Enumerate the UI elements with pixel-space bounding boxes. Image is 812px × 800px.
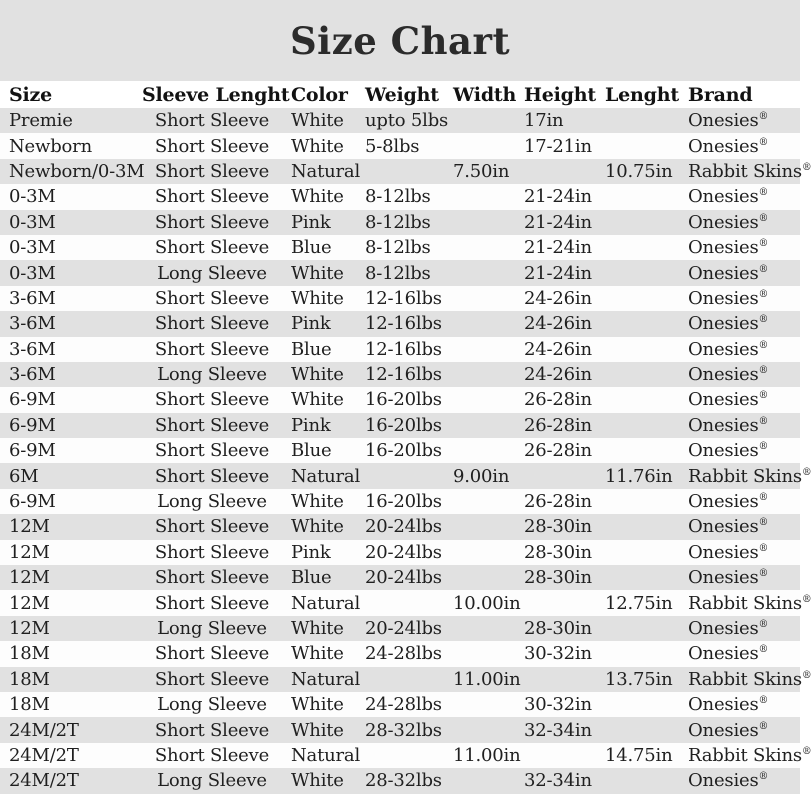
table-row <box>0 768 800 793</box>
cell-brand: Onesies® <box>688 211 769 233</box>
title-band <box>0 0 800 81</box>
cell-width <box>452 108 523 133</box>
cell-sleeve-lenght: Long Sleeve <box>157 770 267 792</box>
cell-weight: 16-20lbs <box>365 389 442 411</box>
cell-size: Newborn/0-3M <box>9 160 145 182</box>
cell-width <box>452 641 523 666</box>
cell-brand: Onesies® <box>688 262 769 284</box>
cell-size: 6-9M <box>9 440 56 462</box>
cell-brand: Rabbit Skins® <box>688 744 812 766</box>
registered-trademark-symbol: ® <box>758 111 769 123</box>
table-row <box>0 133 800 158</box>
cell-width <box>452 489 523 514</box>
cell-height: 28-30in <box>524 541 592 563</box>
registered-trademark-symbol: ® <box>801 161 812 173</box>
cell-sleeve-lenght: Short Sleeve <box>154 135 270 157</box>
column-header-lenght: Lenght <box>605 83 679 106</box>
cell-sleeve-lenght: Short Sleeve <box>154 668 270 690</box>
cell-width: 7.50in <box>453 160 510 182</box>
cell-height: 32-34in <box>524 719 592 741</box>
cell-height: 21-24in <box>524 237 592 259</box>
table-row <box>0 362 800 387</box>
cell-weight: 12-16lbs <box>365 338 442 360</box>
cell-color: Blue <box>291 440 332 462</box>
cell-size: Premie <box>9 110 73 132</box>
cell-sleeve-lenght: Short Sleeve <box>154 313 270 335</box>
cell-sleeve-lenght: Short Sleeve <box>154 541 270 563</box>
cell-sleeve-lenght: Short Sleeve <box>154 414 270 436</box>
table-row <box>0 184 800 209</box>
cell-sleeve-lenght: Long Sleeve <box>157 364 267 386</box>
cell-color: Pink <box>291 313 331 335</box>
cell-width <box>452 286 523 311</box>
cell-weight: 28-32lbs <box>365 719 442 741</box>
column-header-width: Width <box>453 83 517 106</box>
cell-lenght <box>603 387 687 412</box>
registered-trademark-symbol: ® <box>801 669 812 681</box>
cell-color: White <box>291 643 344 665</box>
cell-size: 12M <box>9 592 50 614</box>
cell-width <box>452 133 523 158</box>
cell-height: 26-28in <box>524 389 592 411</box>
cell-width <box>452 438 523 463</box>
cell-brand: Onesies® <box>688 618 769 639</box>
cell-color: White <box>291 110 344 132</box>
registered-trademark-symbol: ® <box>758 695 769 707</box>
cell-lenght <box>603 768 687 793</box>
cell-lenght <box>603 489 687 514</box>
registered-trademark-symbol: ® <box>758 517 769 529</box>
registered-trademark-symbol: ® <box>758 771 769 783</box>
registered-trademark-symbol: ® <box>758 720 769 732</box>
column-header-color: Color <box>291 83 348 106</box>
cell-color: White <box>291 618 344 639</box>
header-row <box>0 81 800 108</box>
cell-sleeve-lenght: Short Sleeve <box>154 465 270 487</box>
table-row <box>0 260 800 285</box>
cell-height <box>523 743 603 768</box>
cell-brand: Rabbit Skins® <box>688 160 812 182</box>
cell-height: 28-30in <box>524 567 592 589</box>
cell-size: 3-6M <box>9 313 56 335</box>
cell-weight: 16-20lbs <box>365 414 442 436</box>
cell-brand: Rabbit Skins® <box>688 592 812 614</box>
cell-width <box>452 616 523 641</box>
cell-height <box>523 667 603 692</box>
cell-color: Natural <box>291 744 361 766</box>
cell-weight <box>363 463 452 488</box>
cell-height: 28-30in <box>524 618 592 639</box>
registered-trademark-symbol: ® <box>758 339 769 351</box>
cell-sleeve-lenght: Short Sleeve <box>154 592 270 614</box>
cell-lenght: 12.75in <box>605 592 673 614</box>
cell-size: 0-3M <box>9 262 56 284</box>
cell-brand: Onesies® <box>688 110 769 132</box>
cell-width <box>452 235 523 260</box>
cell-sleeve-lenght: Short Sleeve <box>154 237 270 259</box>
cell-weight: 12-16lbs <box>365 287 442 309</box>
cell-weight: 8-12lbs <box>365 186 431 208</box>
registered-trademark-symbol: ® <box>758 314 769 326</box>
cell-size: 18M <box>9 668 50 690</box>
cell-sleeve-lenght: Long Sleeve <box>157 491 267 513</box>
registered-trademark-symbol: ® <box>758 390 769 402</box>
cell-height: 26-28in <box>524 440 592 462</box>
table-row <box>0 489 800 514</box>
table-row <box>0 641 800 666</box>
cell-height: 24-26in <box>524 364 592 386</box>
cell-sleeve-lenght: Short Sleeve <box>154 338 270 360</box>
column-header-height: Height <box>524 83 596 106</box>
cell-brand: Onesies® <box>688 440 769 462</box>
registered-trademark-symbol: ® <box>758 288 769 300</box>
cell-brand: Onesies® <box>688 516 769 538</box>
cell-width <box>452 387 523 412</box>
column-header-brand: Brand <box>688 83 753 106</box>
cell-width <box>452 362 523 387</box>
cell-weight: 28-32lbs <box>365 770 442 792</box>
cell-height: 21-24in <box>524 186 592 208</box>
cell-height: 32-34in <box>524 770 592 792</box>
cell-height: 17-21in <box>524 135 592 157</box>
cell-size: 12M <box>9 618 50 639</box>
cell-lenght <box>603 108 687 133</box>
cell-lenght <box>603 540 687 565</box>
table-row <box>0 692 800 717</box>
registered-trademark-symbol: ® <box>758 568 769 580</box>
table-row <box>0 590 800 615</box>
cell-color: Blue <box>291 237 332 259</box>
cell-brand: Onesies® <box>688 313 769 335</box>
cell-weight: 16-20lbs <box>365 440 442 462</box>
cell-size: 0-3M <box>9 237 56 259</box>
cell-lenght <box>603 616 687 641</box>
cell-width <box>452 692 523 717</box>
cell-width: 11.00in <box>453 744 521 766</box>
cell-width: 10.00in <box>453 592 521 614</box>
cell-sleeve-lenght: Short Sleeve <box>154 186 270 208</box>
cell-sleeve-lenght: Short Sleeve <box>154 389 270 411</box>
cell-size: 6M <box>9 465 39 487</box>
cell-color: White <box>291 389 344 411</box>
table-row <box>0 311 800 336</box>
table-row <box>0 108 800 133</box>
table-row <box>0 159 800 184</box>
column-header-weight: Weight <box>365 83 439 106</box>
cell-lenght <box>603 133 687 158</box>
cell-brand: Onesies® <box>688 719 769 741</box>
cell-height: 24-26in <box>524 338 592 360</box>
cell-weight: 20-24lbs <box>365 541 442 563</box>
table-body <box>0 108 812 794</box>
cell-height: 30-32in <box>524 694 592 716</box>
cell-sleeve-lenght: Long Sleeve <box>157 262 267 284</box>
cell-brand: Onesies® <box>688 414 769 436</box>
cell-height <box>523 159 603 184</box>
cell-width <box>452 311 523 336</box>
column-header-sleeve-lenght: Sleeve Lenght <box>142 83 290 106</box>
table-row <box>0 210 800 235</box>
cell-size: 12M <box>9 516 50 538</box>
cell-lenght <box>603 286 687 311</box>
cell-sleeve-lenght: Short Sleeve <box>154 744 270 766</box>
cell-lenght <box>603 438 687 463</box>
cell-size: 3-6M <box>9 338 56 360</box>
table-row <box>0 463 800 488</box>
cell-weight: 8-12lbs <box>365 237 431 259</box>
cell-lenght <box>603 337 687 362</box>
cell-size: 24M/2T <box>9 744 79 766</box>
cell-color: White <box>291 135 344 157</box>
size-chart-table <box>0 81 812 794</box>
cell-sleeve-lenght: Short Sleeve <box>154 719 270 741</box>
registered-trademark-symbol: ® <box>758 492 769 504</box>
registered-trademark-symbol: ® <box>758 263 769 275</box>
table-row <box>0 667 800 692</box>
cell-color: White <box>291 516 344 538</box>
cell-brand: Rabbit Skins® <box>688 465 812 487</box>
cell-lenght <box>603 362 687 387</box>
registered-trademark-symbol: ® <box>758 441 769 453</box>
cell-sleeve-lenght: Short Sleeve <box>154 567 270 589</box>
cell-brand: Onesies® <box>688 567 769 589</box>
cell-height: 26-28in <box>524 414 592 436</box>
cell-lenght <box>603 514 687 539</box>
cell-lenght <box>603 717 687 742</box>
cell-lenght <box>603 260 687 285</box>
cell-sleeve-lenght: Short Sleeve <box>154 160 270 182</box>
cell-lenght <box>603 184 687 209</box>
cell-width <box>452 514 523 539</box>
cell-height: 17in <box>524 110 564 132</box>
cell-color: Natural <box>291 668 361 690</box>
cell-size: Newborn <box>9 135 92 157</box>
registered-trademark-symbol: ® <box>758 187 769 199</box>
cell-brand: Onesies® <box>688 338 769 360</box>
registered-trademark-symbol: ® <box>758 136 769 148</box>
table-row <box>0 743 800 768</box>
cell-sleeve-lenght: Short Sleeve <box>154 287 270 309</box>
cell-lenght <box>603 565 687 590</box>
cell-size: 3-6M <box>9 287 56 309</box>
registered-trademark-symbol: ® <box>758 644 769 656</box>
cell-weight: 5-8lbs <box>365 135 420 157</box>
cell-brand: Rabbit Skins® <box>688 668 812 690</box>
table-row <box>0 565 800 590</box>
cell-width <box>452 210 523 235</box>
cell-brand: Onesies® <box>688 135 769 157</box>
cell-height: 21-24in <box>524 262 592 284</box>
cell-size: 0-3M <box>9 211 56 233</box>
cell-weight <box>363 667 452 692</box>
table-header <box>0 81 800 108</box>
cell-lenght: 13.75in <box>605 668 673 690</box>
cell-size: 6-9M <box>9 389 56 411</box>
registered-trademark-symbol: ® <box>758 212 769 224</box>
cell-color: White <box>291 719 344 741</box>
cell-size: 24M/2T <box>9 770 79 792</box>
cell-weight <box>363 743 452 768</box>
cell-weight: 20-24lbs <box>365 618 442 639</box>
cell-width <box>452 337 523 362</box>
registered-trademark-symbol: ® <box>758 415 769 427</box>
registered-trademark-symbol: ® <box>801 745 812 757</box>
cell-brand: Onesies® <box>688 643 769 665</box>
cell-height: 30-32in <box>524 643 592 665</box>
cell-weight: 8-12lbs <box>365 262 431 284</box>
registered-trademark-symbol: ® <box>758 619 769 630</box>
cell-brand: Onesies® <box>688 237 769 259</box>
cell-color: White <box>291 186 344 208</box>
cell-brand: Onesies® <box>688 770 769 792</box>
cell-weight: 20-24lbs <box>365 516 442 538</box>
cell-color: Blue <box>291 338 332 360</box>
table-row <box>0 413 800 438</box>
table-row <box>0 286 800 311</box>
cell-color: White <box>291 770 344 792</box>
cell-sleeve-lenght: Short Sleeve <box>154 110 270 132</box>
cell-lenght <box>603 641 687 666</box>
cell-lenght <box>603 235 687 260</box>
cell-brand: Onesies® <box>688 186 769 208</box>
cell-color: Natural <box>291 160 361 182</box>
cell-color: White <box>291 364 344 386</box>
cell-width <box>452 565 523 590</box>
cell-size: 0-3M <box>9 186 56 208</box>
table-row <box>0 235 800 260</box>
cell-width: 11.00in <box>453 668 521 690</box>
cell-brand: Onesies® <box>688 541 769 563</box>
cell-sleeve-lenght: Long Sleeve <box>157 694 267 716</box>
cell-lenght: 14.75in <box>605 744 673 766</box>
cell-brand: Onesies® <box>688 694 769 716</box>
cell-sleeve-lenght: Short Sleeve <box>154 643 270 665</box>
cell-width <box>452 540 523 565</box>
cell-size: 18M <box>9 643 50 665</box>
cell-weight: 12-16lbs <box>365 313 442 335</box>
cell-color: White <box>291 262 344 284</box>
registered-trademark-symbol: ® <box>801 593 812 605</box>
cell-height: 24-26in <box>524 287 592 309</box>
cell-lenght: 10.75in <box>605 160 673 182</box>
cell-brand: Onesies® <box>688 287 769 309</box>
table-row <box>0 717 800 742</box>
cell-height <box>523 463 603 488</box>
cell-brand: Onesies® <box>688 389 769 411</box>
cell-lenght <box>603 413 687 438</box>
cell-color: White <box>291 694 344 716</box>
cell-weight <box>363 159 452 184</box>
cell-lenght <box>603 210 687 235</box>
cell-weight <box>363 590 452 615</box>
table-row <box>0 540 800 565</box>
cell-width <box>452 413 523 438</box>
cell-color: Natural <box>291 465 361 487</box>
table-row <box>0 514 800 539</box>
cell-color: White <box>291 491 344 513</box>
chart-title: Size Chart <box>289 18 511 63</box>
cell-height <box>523 590 603 615</box>
cell-color: Natural <box>291 592 361 614</box>
cell-color: Pink <box>291 211 331 233</box>
cell-weight: 20-24lbs <box>365 567 442 589</box>
registered-trademark-symbol: ® <box>758 238 769 250</box>
cell-size: 6-9M <box>9 414 56 436</box>
cell-size: 12M <box>9 541 50 563</box>
cell-height: 24-26in <box>524 313 592 335</box>
cell-color: Blue <box>291 567 332 589</box>
cell-color: White <box>291 287 344 309</box>
registered-trademark-symbol: ® <box>758 365 769 377</box>
cell-height: 26-28in <box>524 491 592 513</box>
table-row <box>0 387 800 412</box>
cell-size: 12M <box>9 567 50 589</box>
cell-height: 28-30in <box>524 516 592 538</box>
cell-lenght <box>603 311 687 336</box>
cell-lenght <box>603 692 687 717</box>
cell-width <box>452 260 523 285</box>
cell-sleeve-lenght: Long Sleeve <box>157 618 267 639</box>
cell-width: 9.00in <box>453 465 510 487</box>
cell-weight: 24-28lbs <box>365 643 442 665</box>
registered-trademark-symbol: ® <box>801 466 812 478</box>
cell-color: Pink <box>291 414 331 436</box>
cell-lenght: 11.76in <box>605 465 673 487</box>
cell-brand: Onesies® <box>688 491 769 513</box>
cell-height: 21-24in <box>524 211 592 233</box>
cell-weight: 16-20lbs <box>365 491 442 513</box>
cell-width <box>452 717 523 742</box>
cell-size: 6-9M <box>9 491 56 513</box>
table-row <box>0 438 800 463</box>
table-row <box>0 337 800 362</box>
cell-weight: upto 5lbs <box>365 110 449 132</box>
cell-width <box>452 768 523 793</box>
cell-weight: 8-12lbs <box>365 211 431 233</box>
cell-brand: Onesies® <box>688 364 769 386</box>
cell-sleeve-lenght: Short Sleeve <box>154 211 270 233</box>
cell-sleeve-lenght: Short Sleeve <box>154 516 270 538</box>
cell-color: Pink <box>291 541 331 563</box>
cell-sleeve-lenght: Short Sleeve <box>154 440 270 462</box>
table-row <box>0 616 800 641</box>
cell-weight: 12-16lbs <box>365 364 442 386</box>
registered-trademark-symbol: ® <box>758 542 769 554</box>
cell-weight: 24-28lbs <box>365 694 442 716</box>
cell-size: 18M <box>9 694 50 716</box>
column-header-size: Size <box>9 83 53 106</box>
cell-size: 24M/2T <box>9 719 79 741</box>
cell-width <box>452 184 523 209</box>
cell-size: 3-6M <box>9 364 56 386</box>
